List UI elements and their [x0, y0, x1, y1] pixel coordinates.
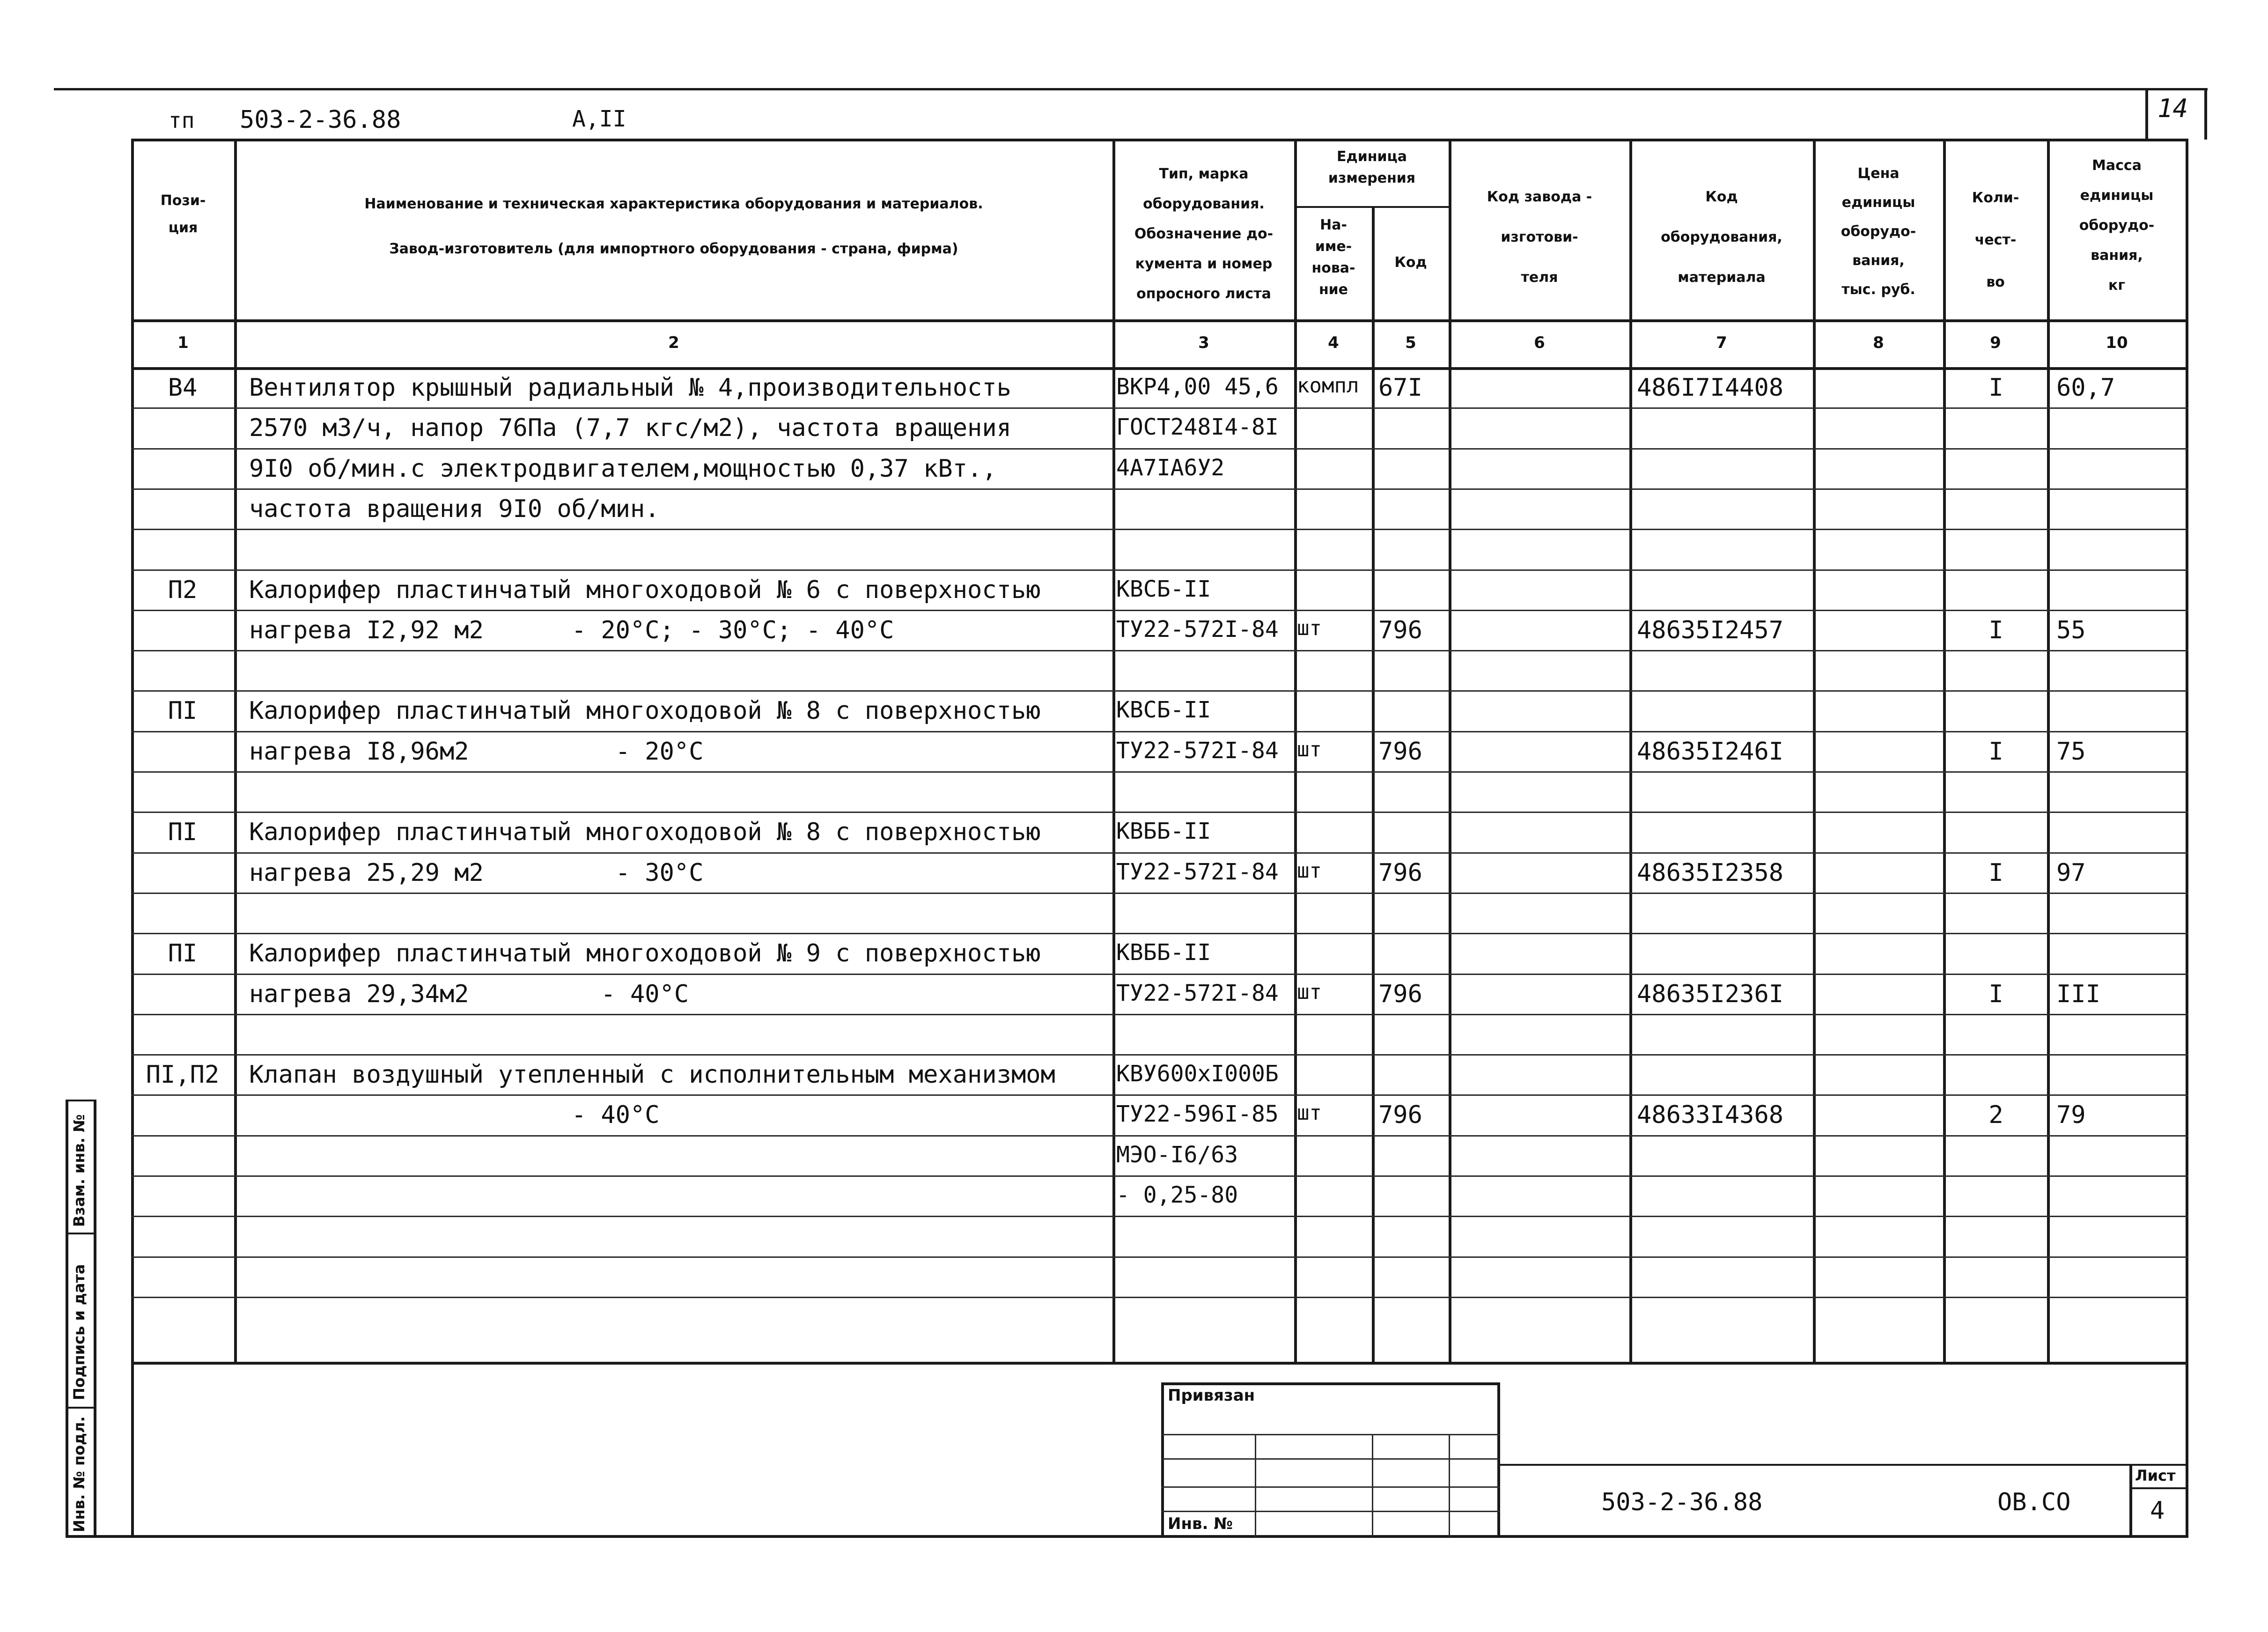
cell-type: ТУ22-572I-84: [1116, 980, 1279, 1006]
cell-unit: компл: [1297, 374, 1359, 398]
cell-code: 796: [1378, 859, 1422, 887]
col-header-qty-text: Коли- чест- во: [1972, 190, 2019, 290]
cell-type: КВББ-II: [1116, 818, 1211, 844]
cell-type: МЭО-I6/63: [1116, 1142, 1238, 1168]
cell-name: Вентилятор крышный радиальный № 4,производительность: [249, 374, 1011, 402]
cell-name: частота вращения 9I0 об/мин.: [249, 495, 660, 523]
cell-qty: I: [1988, 980, 2003, 1008]
row-divider: [131, 1135, 2188, 1137]
col-number-2: 2: [668, 333, 679, 352]
cell-name: нагрева I8,96м2 - 20°С: [249, 738, 704, 766]
row-divider: [131, 1175, 2188, 1177]
col-header-type-text: Тип, марка оборудования. Обозначение до- кумента и номер опросного листа: [1134, 166, 1274, 302]
cell-qty: I: [1988, 738, 2003, 766]
sheet-number: 4: [2150, 1497, 2165, 1525]
unit-header-split: [1294, 206, 1449, 208]
col-header-type: [1114, 159, 1293, 309]
cell-unit: шт: [1297, 738, 1322, 761]
title-block-top: [1500, 1464, 2187, 1466]
col-sep-4: [1372, 206, 1375, 1363]
col-header-name: [236, 182, 1112, 272]
cell-type: ТУ22-572I-84: [1116, 859, 1279, 885]
title-mark: ОВ.СО: [1997, 1488, 2071, 1516]
col-header-unit-name-text: На- име- нова- ние: [1311, 217, 1355, 298]
cell-name: Калорифер пластинчатый многоходовой № 9 с поверхностью: [249, 939, 1041, 967]
stamp-frame-left: [66, 1100, 68, 1538]
frame-top: [131, 139, 2188, 141]
col-sep-2: [1112, 139, 1115, 1363]
binding-inv-label: Инв. №: [1168, 1514, 1233, 1533]
cell-pos: ПI: [168, 818, 198, 846]
stamp-signature-date: Подпись и дата: [70, 1264, 88, 1400]
col-header-unit: [1296, 146, 1448, 189]
cell-pos: ПI: [168, 939, 198, 967]
col-header-unit-name: [1296, 214, 1371, 301]
row-divider: [131, 852, 2188, 854]
row-divider: [131, 1297, 2188, 1298]
binding-col-1: [1255, 1434, 1256, 1537]
cell-unit: шт: [1297, 616, 1322, 640]
cell-name: нагрева 29,34м2 - 40°С: [249, 980, 689, 1008]
cell-type: ТУ22-596I-85: [1116, 1101, 1279, 1127]
cell-type: ВКР4,00 45,6: [1116, 374, 1279, 400]
col-number-3: 3: [1198, 333, 1209, 352]
cell-type: КВСБ-II: [1116, 697, 1211, 723]
cell-type: КВББ-II: [1116, 939, 1211, 966]
binding-col-2: [1372, 1434, 1373, 1537]
col-header-equipcode: [1631, 177, 1812, 298]
header-prefix: тп: [169, 108, 195, 133]
title-doc-code: 503-2-36.88: [1601, 1488, 1763, 1516]
row-divider: [131, 488, 2188, 490]
row-divider: [131, 771, 2188, 773]
cell-type: КВСБ-II: [1116, 576, 1211, 602]
col-header-mass: [2049, 151, 2185, 301]
stamp-div-1: [66, 1233, 96, 1234]
cell-qty: I: [1988, 374, 2003, 402]
cell-code: 796: [1378, 738, 1422, 766]
col-header-equipcode-text: Код оборудования, материала: [1661, 189, 1782, 286]
cell-unit: шт: [1297, 1101, 1322, 1125]
frame-bottom: [66, 1535, 2188, 1538]
cell-type: 4А7IА6У2: [1116, 455, 1225, 481]
cell-type: - 0,25-80: [1116, 1182, 1238, 1208]
cell-mass: III: [2056, 980, 2100, 1008]
col-number-1: 1: [177, 333, 189, 352]
cell-equip: 48635I2457: [1637, 616, 1784, 644]
sheet-box-split: [2129, 1487, 2187, 1489]
col-header-mass-text: Масса единицы оборудо- вания, кг: [2079, 157, 2155, 294]
cell-equip: 48633I4368: [1637, 1101, 1784, 1129]
table-bottom: [131, 1362, 2188, 1365]
cell-type: ТУ22-572I-84: [1116, 616, 1279, 642]
cell-code: 796: [1378, 980, 1422, 1008]
cell-mass: 97: [2056, 859, 2086, 887]
cell-pos: ПI: [168, 697, 198, 725]
frame-right: [2186, 139, 2188, 1535]
cell-pos: ПI,П2: [146, 1061, 220, 1089]
col-sep-7: [1813, 139, 1816, 1363]
col-header-unit-text: Единица измерения: [1328, 148, 1416, 186]
col-number-6: 6: [1534, 333, 1545, 352]
col-number-4: 4: [1328, 333, 1339, 352]
sheet-box-left: [2129, 1464, 2132, 1535]
row-divider: [131, 1256, 2188, 1258]
cell-name: Клапан воздушный утепленный с исполнительным механизмом: [249, 1061, 1055, 1089]
row-divider: [131, 569, 2188, 571]
cell-pos: П2: [168, 576, 198, 604]
col-sep-9: [2047, 139, 2050, 1363]
cell-equip: 48635I2358: [1637, 859, 1784, 887]
project-code: 503-2-36.88: [240, 106, 401, 134]
col-header-price-text: Цена единицы оборудо- вания, тыс. руб.: [1841, 165, 1916, 298]
cell-code: 796: [1378, 1101, 1422, 1129]
cell-qty: I: [1988, 859, 2003, 887]
col-header-unit-code-text: Код: [1394, 254, 1427, 271]
row-divider: [131, 1054, 2188, 1056]
row-divider: [131, 812, 2188, 813]
col-sep-5: [1449, 139, 1451, 1363]
cell-qty: 2: [1988, 1101, 2003, 1129]
album-code: А,II: [572, 106, 626, 132]
cell-type: ГОСТ248I4-8I: [1116, 414, 1279, 440]
cell-name: Калорифер пластинчатый многоходовой № 8 с поверхностью: [249, 818, 1041, 846]
cell-name: нагрева 25,29 м2 - 30°С: [249, 859, 704, 887]
row-divider: [131, 448, 2188, 450]
row-divider: [131, 650, 2188, 651]
cell-code: 67I: [1378, 374, 1422, 402]
col-number-7: 7: [1716, 333, 1727, 352]
stamp-div-2: [66, 1407, 96, 1409]
cell-mass: 55: [2056, 616, 2086, 644]
row-divider: [131, 1014, 2188, 1015]
cell-qty: I: [1988, 616, 2003, 644]
col-header-qty: [1945, 177, 2046, 303]
stamp-vzam-inv: Взам. инв. №: [70, 1114, 88, 1227]
binding-col-3: [1449, 1434, 1450, 1537]
numbers-bottom: [131, 367, 2188, 370]
cell-name: - 40°С: [249, 1101, 660, 1129]
row-divider: [131, 893, 2188, 894]
row-divider: [131, 1094, 2188, 1096]
cell-name: 9I0 об/мин.с электродвигателем,мощностью 0,37 кВт.,: [249, 455, 997, 483]
col-sep-1: [234, 139, 237, 1363]
header-bottom: [131, 319, 2188, 322]
cell-equip: 48635I236I: [1637, 980, 1784, 1008]
col-sep-6: [1629, 139, 1632, 1363]
stamp-inv-podl: Инв. № подл.: [70, 1416, 88, 1532]
col-number-9: 9: [1990, 333, 2001, 352]
cell-mass: 60,7: [2056, 374, 2115, 402]
row-divider: [131, 731, 2188, 732]
cell-type: ТУ22-572I-84: [1116, 738, 1279, 764]
cell-name: 2570 м3/ч, напор 76Па (7,7 кгс/м2), частота вращения: [249, 414, 1011, 442]
row-divider: [131, 974, 2188, 975]
cell-code: 796: [1378, 616, 1422, 644]
col-number-10: 10: [2106, 333, 2128, 352]
col-header-position: [133, 187, 233, 242]
cell-equip: 48635I246I: [1637, 738, 1784, 766]
cell-name: Калорифер пластинчатый многоходовой № 6 с поверхностью: [249, 576, 1041, 604]
row-divider: [131, 529, 2188, 530]
cell-unit: шт: [1297, 980, 1322, 1004]
col-header-name-text: Наименование и техническая характеристика оборудования и материалов. Завод-изготовитель (для импортного оборудования - страна, фирма): [364, 196, 983, 257]
cell-mass: 79: [2056, 1101, 2086, 1129]
col-header-factory: [1451, 177, 1628, 298]
row-divider: [131, 933, 2188, 934]
page-corner-number: 14: [2158, 94, 2188, 123]
col-number-8: 8: [1873, 333, 1884, 352]
row-divider: [131, 1216, 2188, 1217]
row-divider: [131, 407, 2188, 409]
stamp-top: [66, 1100, 96, 1101]
sheet-label: Лист: [2135, 1467, 2176, 1484]
col-header-price: [1815, 159, 1942, 304]
cell-name: нагрева I2,92 м2 - 20°С; - 30°С; - 40°С: [249, 616, 894, 644]
cell-unit: шт: [1297, 859, 1322, 883]
cell-equip: 486I7I4408: [1637, 374, 1784, 402]
row-divider: [131, 610, 2188, 611]
cell-name: Калорифер пластинчатый многоходовой № 8 с поверхностью: [249, 697, 1041, 725]
cell-type: КВУ600хI000Б: [1116, 1061, 1279, 1087]
col-number-5: 5: [1405, 333, 1416, 352]
cell-mass: 75: [2056, 738, 2086, 766]
cell-pos: В4: [168, 374, 198, 402]
stamp-frame-mid: [94, 1100, 96, 1538]
binding-attached-label: Привязан: [1168, 1386, 1255, 1405]
col-header-factory-text: Код завода - изготови- теля: [1487, 189, 1592, 286]
col-header-position-l1: Пози- ция: [160, 192, 206, 236]
col-header-unit-code: [1374, 248, 1448, 277]
row-divider: [131, 690, 2188, 692]
